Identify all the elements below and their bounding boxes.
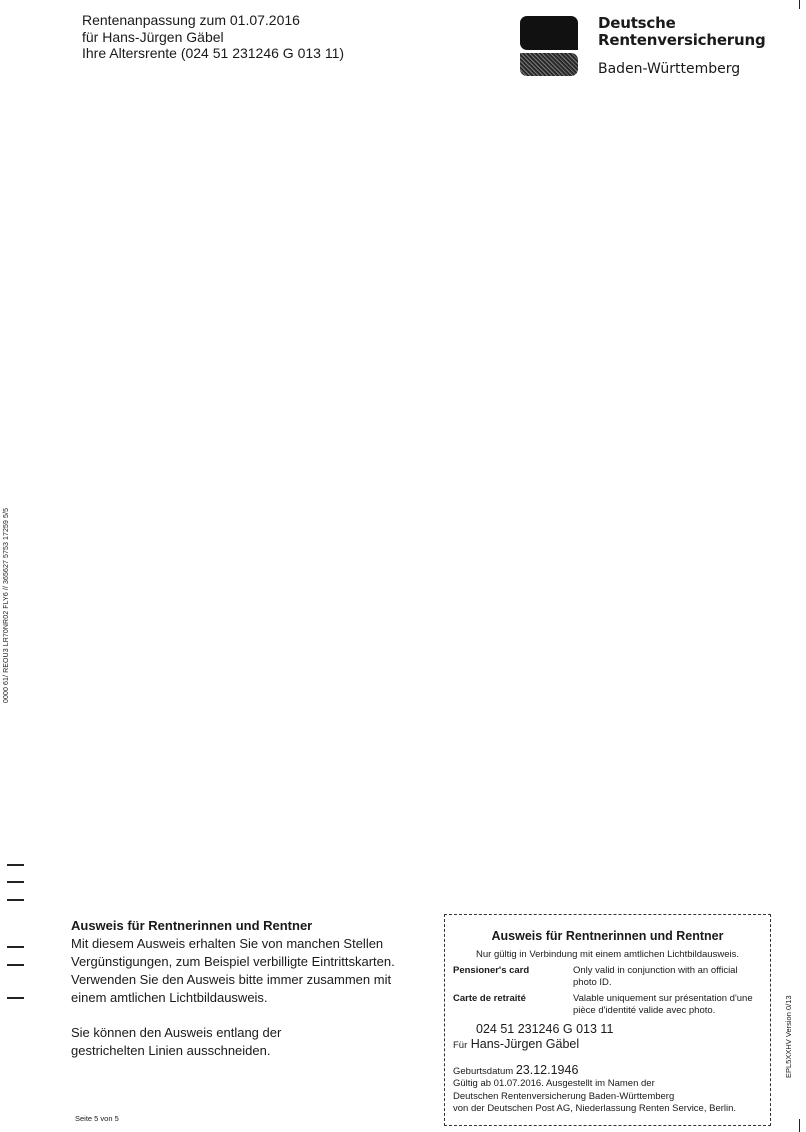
header-subject: Rentenanpassung zum 01.07.2016 <box>82 12 300 28</box>
info-line: einem amtlichen Lichtbildausweis. <box>71 990 268 1005</box>
card-row-label: Pensioner's card <box>453 965 530 976</box>
fold-mark <box>7 881 24 883</box>
card-title: Ausweis für Rentnerinnen und Rentner <box>491 929 724 943</box>
fold-mark <box>7 946 24 948</box>
info-line: gestrichelten Linien ausschneiden. <box>71 1043 271 1058</box>
card-holder-name: Hans-Jürgen Gäbel <box>470 1037 580 1051</box>
fold-mark <box>7 964 24 966</box>
logo-bottom-shape <box>520 53 578 76</box>
card-row-french <box>453 993 763 1017</box>
brand-region: Baden-Württemberg <box>598 61 741 77</box>
info-spacer <box>71 1007 395 1024</box>
info-title: Ausweis für Rentnerinnen und Rentner <box>71 918 313 933</box>
info-line: Vergünstigungen, zum Beispiel verbilligte Eintrittskarten. <box>71 954 395 969</box>
letter-header <box>82 12 344 62</box>
card-validity <box>453 1078 736 1116</box>
corner-tick <box>799 1119 800 1132</box>
brand-block <box>598 15 765 77</box>
brand-name-line2: Rentenversicherung <box>598 31 766 49</box>
corner-tick <box>799 0 800 9</box>
card-validity-line: Deutschen Rentenversicherung Baden-Württemberg <box>453 1090 675 1102</box>
side-print-code: 0000 61/ REOU3 LR70NR02 FLY6 // 365627 5753 17259 5/5 <box>3 507 10 703</box>
card-validity-line: Gültig ab 01.07.2016. Ausgestellt im Namen der <box>453 1078 655 1089</box>
card-row-label: Carte de retraité <box>453 993 526 1004</box>
card-birth-date: 23.12.1946 <box>515 1063 579 1077</box>
card-insurance-number: 024 51 231246 G 013 11 <box>476 1022 614 1036</box>
header-recipient: für Hans-Jürgen Gäbel <box>82 28 224 45</box>
card-validity-line: von der Deutschen Post AG, Niederlassung Renten Service, Berlin. <box>453 1103 737 1114</box>
card-row-text: Valable uniquement sur présentation d'une pièce d'identité valide avec photo. <box>573 993 753 1016</box>
fold-mark <box>7 997 24 999</box>
page-number: Seite 5 von 5 <box>75 1114 119 1123</box>
fold-mark <box>7 864 24 866</box>
card-name-prefix: Für <box>453 1040 468 1051</box>
drv-logo-icon <box>520 16 578 76</box>
info-line: Mit diesem Ausweis erhalten Sie von manchen Stellen <box>71 936 384 951</box>
info-line: Verwenden Sie den Ausweis bitte immer zusammen mit <box>71 972 392 987</box>
header-pension-reference: Ihre Altersrente (024 51 231246 G 013 11) <box>82 45 345 61</box>
card-notice: Nur gültig in Verbindung mit einem amtlichen Lichtbildausweis. <box>476 949 739 960</box>
card-info-section <box>71 917 395 1060</box>
card-row-english <box>453 965 763 989</box>
brand-name-line1: Deutsche <box>598 14 676 32</box>
card-birth <box>453 1063 578 1077</box>
card-birth-label: Geburtsdatum <box>453 1066 514 1077</box>
card-translations <box>453 965 763 1021</box>
logo-top-shape <box>520 16 578 50</box>
form-version: EPL5XXHV Version 0/13 <box>784 995 793 1078</box>
card-row-text: Only valid in conjunction with an official photo ID. <box>573 965 738 988</box>
info-line: Sie können den Ausweis entlang der <box>71 1025 282 1040</box>
fold-mark <box>7 899 24 901</box>
card-holder <box>453 1037 579 1051</box>
pensioner-id-card <box>444 914 771 1126</box>
